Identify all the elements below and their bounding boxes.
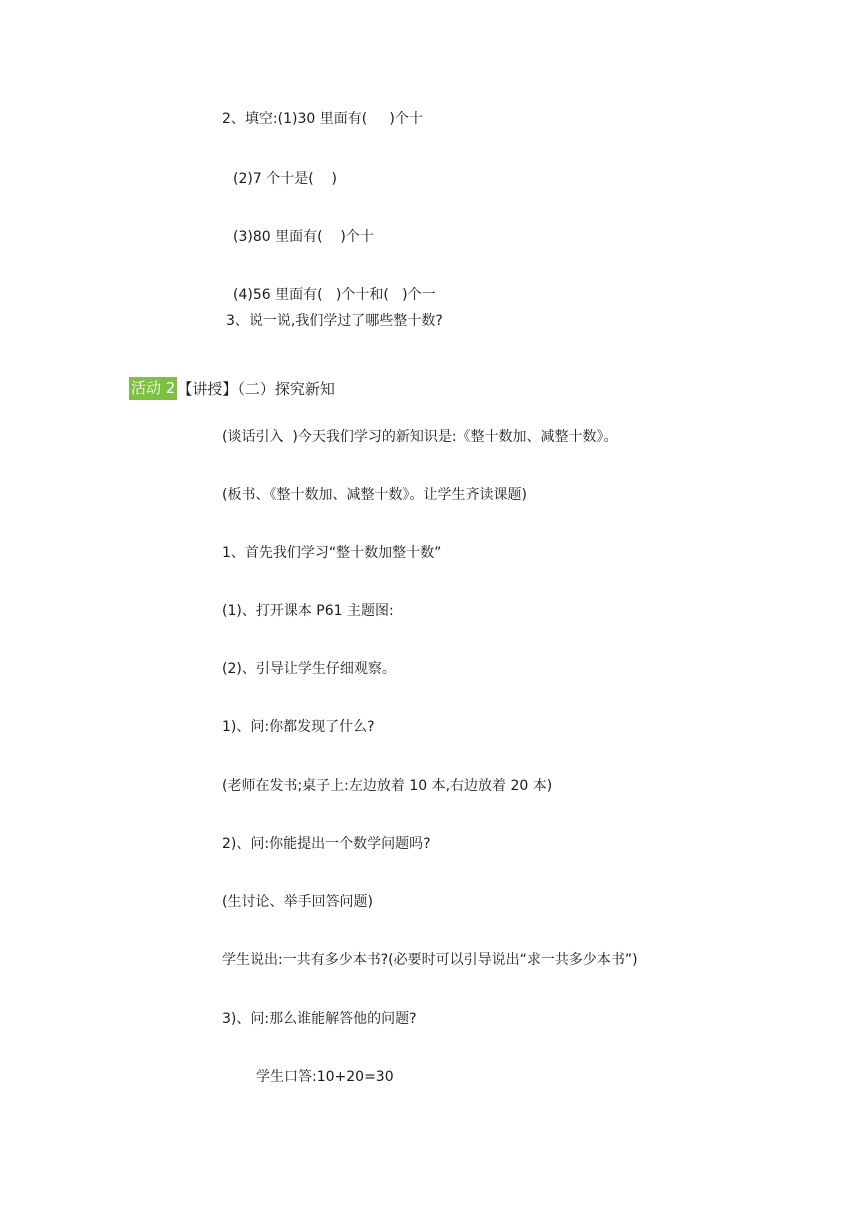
- lesson-board: (板书、《整十数加、减整十数》。让学生齐读课题): [222, 487, 527, 503]
- lesson-intro: (谈话引入 )今天我们学习的新知识是:《整十数加、减整十数》。: [222, 429, 618, 445]
- activity-heading: [129, 376, 335, 400]
- activity-tag: 活动 2: [129, 377, 177, 400]
- lesson-discuss: (生讨论、举手回答问题): [222, 894, 373, 910]
- fill-blank-question-1: 2、填空:(1)30 里面有( )个十: [222, 111, 423, 127]
- discussion-question: 3、说一说,我们学过了哪些整十数?: [226, 313, 443, 329]
- lesson-ask-2: 2)、问:你能提出一个数学问题吗?: [222, 836, 431, 852]
- fill-blank-question-2: (2)7 个十是( ): [233, 171, 337, 187]
- fill-blank-question-3: (3)80 里面有( )个十: [233, 229, 374, 245]
- lesson-student-say: 学生说出:一共有多少本书?(必要时可以引导说出“求一共多少本书”): [222, 952, 638, 968]
- activity-title: 【讲授】（二）探究新知: [177, 379, 335, 398]
- lesson-answer-1: (老师在发书;桌子上:左边放着 10 本,右边放着 20 本): [222, 778, 553, 794]
- lesson-oral-answer: 学生口答:10+20=30: [256, 1069, 394, 1085]
- lesson-step-1: 1、首先我们学习“整十数加整十数”: [222, 545, 442, 561]
- fill-blank-question-4: (4)56 里面有( )个十和( )个一: [233, 287, 436, 303]
- lesson-ask-1: 1)、问:你都发现了什么?: [222, 719, 375, 735]
- lesson-open-book: (1)、打开课本 P61 主题图:: [222, 603, 394, 619]
- lesson-ask-3: 3)、问:那么谁能解答他的问题?: [222, 1011, 417, 1027]
- lesson-observe: (2)、引导让学生仔细观察。: [222, 661, 396, 677]
